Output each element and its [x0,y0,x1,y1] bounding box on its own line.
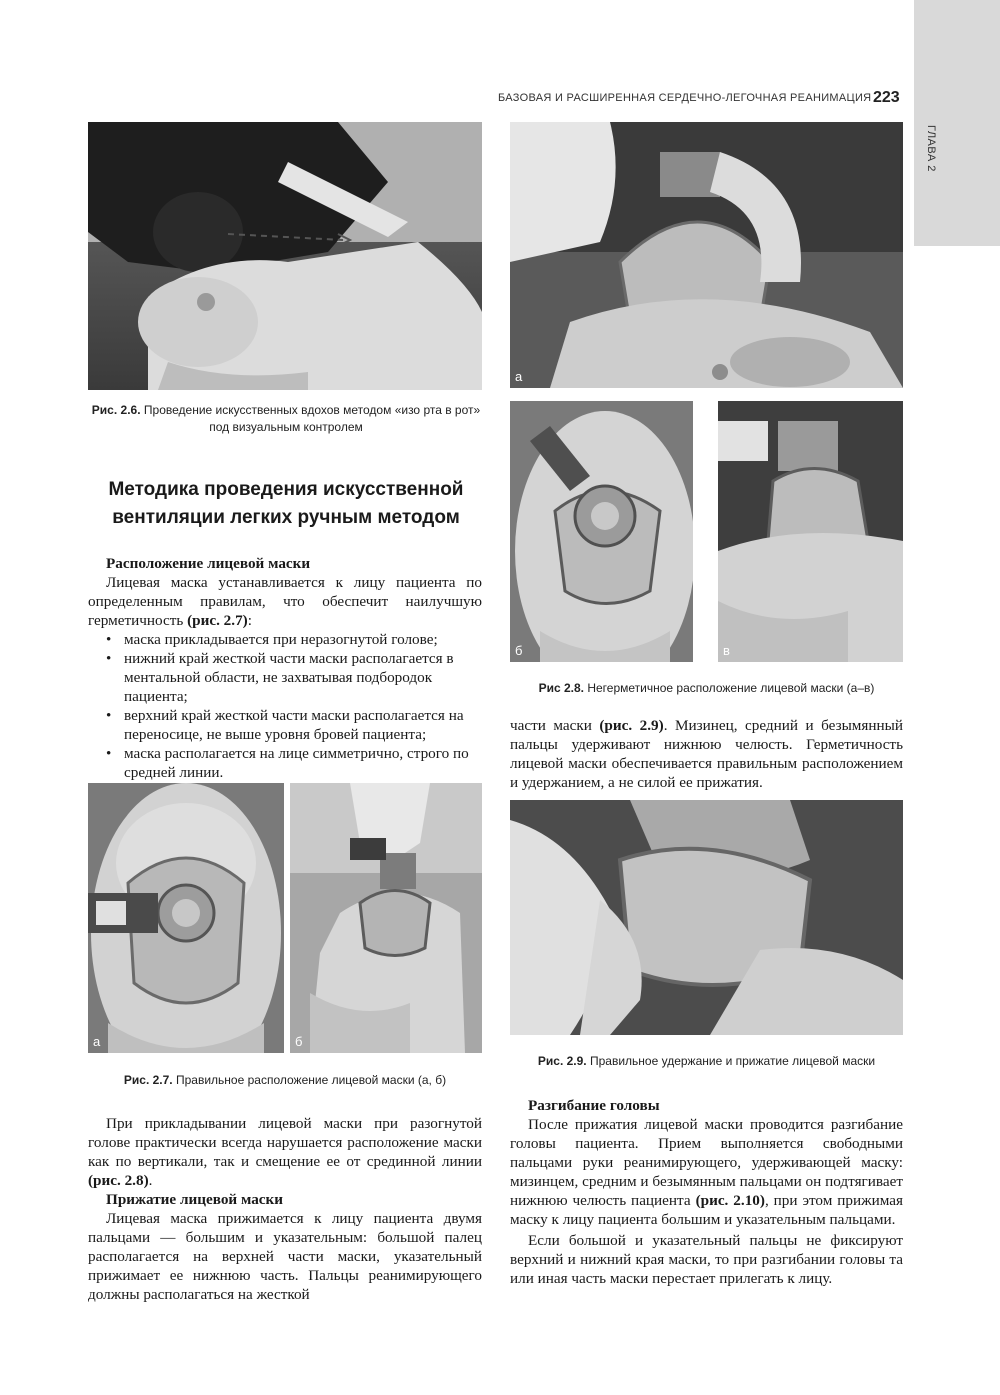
left-text-block-1 [88,554,482,782]
paragraph-text: При прикладывании лицевой маски при разогнутой голове практически всегда нарушается расположение маски как по вертикали, так и смещение ее от срединной линии [88,1115,482,1170]
figure-2-7-panel-a: а [93,1034,101,1049]
figure-ref: (рис. 2.10) [695,1192,765,1209]
figure-2-8-panel-a: а [515,369,523,384]
figure-2-8-panel-c: в [723,643,730,658]
figure-ref: (рис. 2.7) [187,612,248,629]
left-text-block-2 [88,1114,482,1304]
list-item: • маска располагается на лице симметрично, строго по средней линии. [88,744,482,782]
list-item: • нижний край жесткой части маски располагается в ментальной области, не захватывая подбородок пациента; [88,649,482,706]
paragraph-text: После прижатия лицевой маски проводится разгибание головы пациента. Прием выполняется свободными пальцами руки реанимирующего, удерживающей маску: мизинцем, средним и безымянным пальцами он подтягивает нижнюю челюсть пациента [510,1116,903,1209]
figure-2-7-caption [88,1072,482,1089]
figure-ref: (рис. 2.8) [88,1172,149,1189]
figure-2-7-label: Рис. 2.7. [123,1073,173,1087]
paragraph-text: . Мизинец, средний и безымянный пальцы удерживают нижнюю челюсть. Герметичность лицевой маски обеспечивается правильным расположением и удержанием, а не силой ее прижатия. [510,717,903,791]
paragraph-text: Лицевая маска устанавливается к лицу пациента по определенным правилам, что обеспечит наилучшую герметичность [88,574,482,629]
figure-2-8-caption [510,680,903,697]
figure-2-9-caption [510,1053,903,1070]
right-text-block-2 [510,1096,903,1288]
figure-2-6-text: Проведение искусственных вдохов методом «изо рта в рот» под визуальным контролем [143,403,481,434]
figure-ref: (рис. 2.9) [599,717,664,734]
figure-2-8c-photo [718,401,903,662]
figure-2-9-text: Правильное удержание и прижатие лицевой маски [589,1054,876,1068]
paragraph-fingers-fixing: Если большой и указательный пальцы не фиксируют верхний и нижний края маски, то при разгибании головы та или иная часть маски перестает прилегать к лицу. [510,1232,903,1287]
list-item: • маска прикладывается при неразогнутой голове; [88,630,482,649]
figure-2-9-photo [510,800,903,1035]
figure-2-7-text: Правильное расположение лицевой маски (а, б) [176,1073,447,1087]
running-title: БАЗОВАЯ И РАСШИРЕННАЯ СЕРДЕЧНО-ЛЕГОЧНАЯ РЕАНИМАЦИЯ [498,92,872,104]
figure-2-7a-photo [88,783,284,1053]
paragraph-head-extension [510,1115,903,1229]
rules-list [88,630,482,782]
figure-2-7b-photo [290,783,482,1053]
figure-2-8-label: Рис 2.8. [538,681,584,695]
subheading-head-extension: Разгибание головы [528,1097,660,1114]
right-text-block-1 [510,716,903,792]
paragraph-mask-pressing: Лицевая маска прижимается к лицу пациента двумя пальцами — большим и указательным: большой палец располагается на верхней части маски, указательный прижимает ее нижнюю часть. Пальцы реанимирующего должны располагаться на жесткой [88,1210,482,1303]
figure-2-8b-photo [510,401,693,662]
chapter-tab-label: ГЛАВА 2 [925,124,937,172]
paragraph-mask-holding [510,716,903,792]
figure-2-6-photo [88,122,482,390]
figure-2-6-caption [90,402,482,436]
page-number: 223 [873,89,900,106]
paragraph-extended-head [88,1114,482,1190]
section-title [88,476,484,532]
figure-2-8-panel-b: б [515,643,523,658]
paragraph-tail: , при этом прижимая маску к лицу пациента большим и указательным пальцами. [510,1192,903,1228]
paragraph-tail: . [148,1172,153,1189]
paragraph-mask-position [88,573,482,630]
subheading-mask-position: Расположение лицевой маски [106,555,311,572]
figure-2-6-label: Рис. 2.6. [91,403,141,417]
section-title-line-1: Методика проведения искусственной [108,479,464,500]
figure-2-9-label: Рис. 2.9. [537,1054,587,1068]
paragraph-text: части маски [510,717,600,734]
subheading-mask-pressing: Прижатие лицевой маски [106,1191,284,1208]
section-title-line-2: вентиляции легких ручным методом [112,507,460,528]
figure-2-8-text: Негерметичное расположение лицевой маски (а–в) [587,681,875,695]
figure-2-7-panel-b: б [295,1034,303,1049]
list-item: • верхний край жесткой части маски располагается на переносице, не выше уровня бровей пациента; [88,706,482,744]
paragraph-tail: : [247,612,252,629]
figure-2-8a-photo [510,122,903,388]
